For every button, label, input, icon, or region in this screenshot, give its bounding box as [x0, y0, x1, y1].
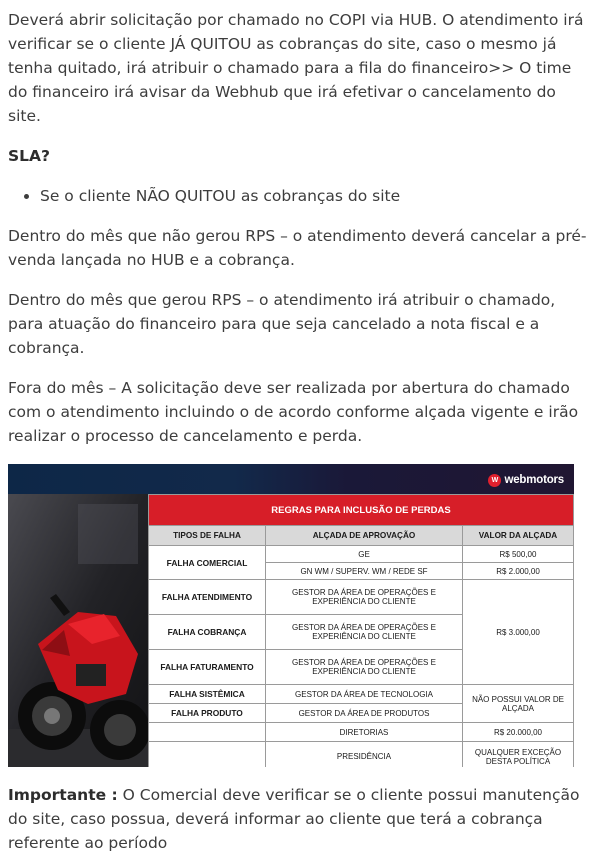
motorcycle-icon [8, 494, 148, 767]
cell-diretorias-value: R$ 20.000,00 [463, 723, 574, 742]
header-failure-type: TIPOS DE FALHA [149, 526, 266, 546]
cell-falha-produto: FALHA PRODUTO [149, 704, 266, 723]
cell-diretorias: DIRETORIAS [266, 723, 463, 742]
cell-gn: GN WM / SUPERV. WM / REDE SF [266, 563, 463, 580]
cell-ge: GE [266, 546, 463, 563]
losses-rules-image [8, 464, 574, 767]
cell-atendimento-gestor: GESTOR DA ÁREA DE OPERAÇÕES E EXPERIÊNCIA DO CLIENTE [266, 580, 463, 615]
cell-faturamento-gestor: GESTOR DA ÁREA DE OPERAÇÕES E EXPERIÊNCIA DO CLIENTE [266, 650, 463, 685]
paragraph-intro: Deverá abrir solicitação por chamado no COPI via HUB. O atendimento irá verificar se o cliente JÁ QUITOU as cobranças do site, caso o mesmo já tenha quitado, irá atribuir o chamado para a fila do financeiro>> O time do financeiro irá avisar da Webhub que irá efetivar o cancelamento do site. [8, 11, 584, 125]
table-header-row [149, 526, 574, 546]
cell-falha-sistemica: FALHA SISTÊMICA [149, 685, 266, 704]
header-level-value: VALOR DA ALÇADA [463, 526, 574, 546]
rules-table [148, 494, 574, 767]
bullet-item: • Se o cliente NÃO QUITOU as cobranças do site [40, 184, 592, 208]
motorcycle-image [8, 494, 148, 767]
cell-no-value: NÃO POSSUI VALOR DE ALÇADA [463, 685, 574, 723]
banner-header [8, 464, 574, 494]
cell-falha-comercial: FALHA COMERCIAL [149, 546, 266, 580]
table-row [149, 685, 574, 704]
bullet-list [8, 184, 592, 208]
table-row [149, 723, 574, 742]
cell-sistemica-gestor: GESTOR DA ÁREA DE TECNOLOGIA [266, 685, 463, 704]
webmotors-logo-text: webmotors [504, 474, 564, 486]
cell-presidencia: PRESIDÊNCIA [266, 742, 463, 768]
cell-falha-atendimento: FALHA ATENDIMENTO [149, 580, 266, 615]
header-approval-level: ALÇADA DE APROVAÇÃO [266, 526, 463, 546]
table-row [149, 580, 574, 615]
webmotors-logo [488, 472, 564, 488]
important-text: O Comercial deve verificar se o cliente possui manutenção do site, caso possua, deverá informar ao cliente que terá a cobrança referente ao período [8, 786, 580, 852]
paragraph-no-rps: Dentro do mês que não gerou RPS – o atendimento deverá cancelar a pré-venda lançada no HUB e a cobrança. [8, 227, 587, 269]
cell-presidencia-value: QUALQUER EXCEÇÃO DESTA POLÍTICA [463, 742, 574, 768]
table-title: REGRAS PARA INCLUSÃO DE PERDAS [149, 495, 574, 526]
cell-falha-faturamento: FALHA FATURAMENTO [149, 650, 266, 685]
paragraph-rps: Dentro do mês que gerou RPS – o atendimento irá atribuir o chamado, para atuação do financeiro para que seja cancelado a nota fiscal e a cobrança. [8, 291, 556, 357]
table-row [149, 742, 574, 768]
rules-table-panel [148, 494, 574, 767]
important-label: Importante : [8, 786, 118, 804]
cell-empty [149, 723, 266, 742]
cell-ge-value: R$ 500,00 [463, 546, 574, 563]
cell-gn-value: R$ 2.000,00 [463, 563, 574, 580]
cell-cobranca-gestor: GESTOR DA ÁREA DE OPERAÇÕES E EXPERIÊNCIA DO CLIENTE [266, 615, 463, 650]
table-row [149, 546, 574, 563]
cell-ops-value: R$ 3.000,00 [463, 580, 574, 685]
cell-empty [149, 742, 266, 768]
paragraph-out-of-month: Fora do mês – A solicitação deve ser realizada por abertura do chamado com o atendimento incluindo o de acordo conforme alçada vigente e irão realizar o processo de cancelamento e perda. [8, 379, 579, 445]
cell-falha-cobranca: FALHA COBRANÇA [149, 615, 266, 650]
paragraph-important [8, 783, 592, 855]
sla-heading: SLA? [8, 147, 51, 165]
cell-produto-gestor: GESTOR DA ÁREA DE PRODUTOS [266, 704, 463, 723]
webmotors-logo-icon: W [488, 474, 501, 487]
